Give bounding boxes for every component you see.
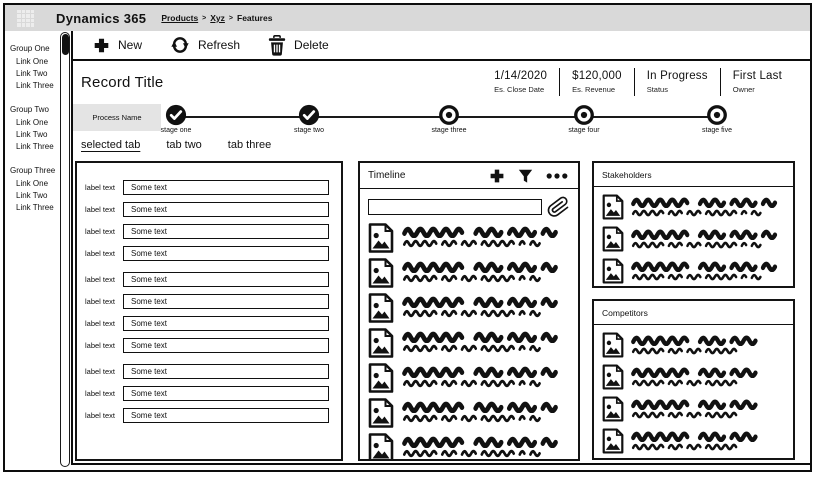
field-label: label text bbox=[85, 318, 116, 328]
field-label: label text bbox=[85, 340, 116, 350]
refresh-button[interactable] bbox=[170, 35, 240, 55]
timeline-title: Timeline bbox=[368, 170, 406, 181]
text-input[interactable] bbox=[123, 246, 329, 261]
sidebar-group-label: Group Two bbox=[10, 105, 49, 114]
image-file-icon bbox=[602, 364, 624, 390]
image-file-icon bbox=[602, 396, 624, 422]
app-title: Dynamics 365 bbox=[56, 10, 147, 26]
process-stages bbox=[73, 101, 810, 139]
field-label: label text bbox=[85, 274, 116, 284]
stage-label: stage three bbox=[431, 127, 467, 134]
header-field-label: Owner bbox=[732, 85, 755, 94]
breadcrumb-link-products[interactable]: Products bbox=[161, 13, 199, 23]
delete-button-label: Delete bbox=[294, 38, 329, 52]
process-stage[interactable] bbox=[267, 104, 351, 134]
field-label: label text bbox=[85, 366, 116, 376]
form-field-row bbox=[77, 246, 341, 260]
sidebar-link[interactable]: Link Two bbox=[16, 69, 48, 78]
app-launcher-icon[interactable] bbox=[17, 10, 34, 27]
sidebar-link[interactable]: Link Two bbox=[16, 191, 48, 200]
scribble-text-placeholder bbox=[402, 293, 570, 318]
field-label: label text bbox=[85, 388, 116, 398]
competitors-title: Competitors bbox=[594, 301, 793, 325]
form-field-group bbox=[77, 272, 341, 352]
timeline-item[interactable] bbox=[368, 223, 570, 253]
header-field bbox=[482, 68, 559, 96]
image-file-icon bbox=[368, 328, 394, 358]
stage-complete-icon bbox=[298, 104, 320, 126]
form-field-row bbox=[77, 224, 341, 238]
header-field-label: Es. Close Date bbox=[494, 85, 545, 94]
sidebar-link[interactable]: Link Three bbox=[16, 81, 54, 90]
form-field-row bbox=[77, 364, 341, 378]
sidebar-nav bbox=[5, 31, 59, 470]
image-file-icon bbox=[602, 428, 624, 454]
image-file-icon bbox=[368, 293, 394, 323]
field-label: label text bbox=[85, 296, 116, 306]
tab[interactable]: tab three bbox=[227, 139, 272, 151]
header-field-value: In Progress bbox=[646, 70, 708, 82]
plus-icon bbox=[93, 37, 110, 54]
paperclip-icon[interactable] bbox=[547, 195, 570, 219]
wireframe-frame bbox=[3, 3, 812, 472]
record-tabs bbox=[81, 139, 271, 151]
image-file-icon bbox=[368, 433, 394, 461]
breadcrumb-separator-icon: > bbox=[228, 14, 234, 22]
scribble-text-placeholder bbox=[402, 223, 570, 248]
breadcrumb-link-xyz[interactable]: Xyz bbox=[210, 13, 225, 23]
stage-pending-icon bbox=[573, 104, 595, 126]
sidebar-group-label: Group Three bbox=[10, 166, 56, 175]
stakeholders-section bbox=[592, 161, 795, 288]
stage-label: stage four bbox=[568, 127, 600, 134]
image-file-icon bbox=[602, 226, 624, 252]
form-field-row bbox=[77, 272, 341, 286]
stakeholder-item[interactable] bbox=[602, 194, 785, 220]
scribble-text-placeholder bbox=[402, 363, 570, 388]
field-label: label text bbox=[85, 410, 116, 420]
form-field-row bbox=[77, 294, 341, 308]
process-name-label: Process Name bbox=[73, 104, 161, 131]
business-process-flow bbox=[73, 101, 810, 139]
sidebar-link[interactable]: Link Three bbox=[16, 142, 54, 151]
competitor-item[interactable] bbox=[602, 332, 785, 358]
stage-label: stage two bbox=[294, 127, 324, 134]
image-file-icon bbox=[368, 223, 394, 253]
header-field-label: Status bbox=[646, 85, 668, 94]
scribble-text-placeholder bbox=[631, 226, 785, 249]
stage-pending-icon bbox=[706, 104, 728, 126]
timeline-item[interactable] bbox=[368, 363, 570, 393]
add-icon[interactable] bbox=[489, 168, 505, 184]
form-field-row bbox=[77, 202, 341, 216]
text-input[interactable] bbox=[123, 408, 329, 423]
text-input[interactable] bbox=[123, 294, 329, 309]
competitors-items bbox=[602, 332, 785, 454]
text-input[interactable] bbox=[123, 180, 329, 195]
page-title: Record Title bbox=[81, 73, 164, 91]
scribble-text-placeholder bbox=[631, 194, 785, 217]
scribble-text-placeholder bbox=[402, 433, 570, 458]
trash-icon bbox=[268, 35, 286, 56]
timeline-item[interactable] bbox=[368, 258, 570, 288]
competitor-item[interactable] bbox=[602, 428, 785, 454]
field-label: label text bbox=[85, 182, 116, 192]
text-input[interactable] bbox=[123, 386, 329, 401]
stakeholder-item[interactable] bbox=[602, 258, 785, 284]
command-bar bbox=[73, 31, 810, 61]
process-stage[interactable] bbox=[675, 104, 759, 134]
timeline-input-row bbox=[368, 195, 570, 219]
new-button-label: New bbox=[118, 38, 143, 52]
process-stage[interactable] bbox=[407, 104, 491, 134]
more-icon[interactable] bbox=[546, 173, 568, 179]
main-panel bbox=[71, 31, 810, 465]
sidebar-group-two bbox=[5, 105, 59, 153]
tab[interactable]: tab two bbox=[166, 139, 202, 151]
competitor-item[interactable] bbox=[602, 396, 785, 422]
text-input[interactable] bbox=[123, 224, 329, 239]
scribble-text-placeholder bbox=[402, 328, 570, 353]
sidebar-link[interactable]: Link One bbox=[16, 118, 49, 127]
image-file-icon bbox=[368, 258, 394, 288]
header-field bbox=[634, 68, 720, 96]
timeline-note-input[interactable] bbox=[368, 199, 542, 215]
timeline-item[interactable] bbox=[368, 398, 570, 428]
sidebar-group-label: Group One bbox=[10, 44, 50, 53]
stage-label: stage five bbox=[702, 127, 732, 134]
top-bar bbox=[5, 5, 810, 31]
form-field-row bbox=[77, 180, 341, 194]
form-field-row bbox=[77, 338, 341, 352]
sidebar-group-three bbox=[5, 166, 59, 214]
image-file-icon bbox=[368, 363, 394, 393]
field-label: label text bbox=[85, 204, 116, 214]
image-file-icon bbox=[368, 398, 394, 428]
stakeholder-item[interactable] bbox=[602, 226, 785, 252]
text-input[interactable] bbox=[123, 272, 329, 287]
tab[interactable]: selected tab bbox=[81, 139, 141, 151]
vertical-scrollbar[interactable] bbox=[60, 32, 70, 467]
header-field-value: 1/14/2020 bbox=[494, 70, 548, 82]
image-file-icon bbox=[602, 332, 624, 358]
timeline-section bbox=[358, 161, 580, 461]
delete-button[interactable] bbox=[268, 35, 329, 56]
sidebar-link[interactable]: Link One bbox=[16, 57, 49, 66]
refresh-button-label: Refresh bbox=[198, 38, 241, 52]
scribble-text-placeholder bbox=[631, 332, 785, 355]
form-field-row bbox=[77, 408, 341, 422]
header-field-value: First Last bbox=[732, 70, 782, 82]
stage-pending-icon bbox=[438, 104, 460, 126]
text-input[interactable] bbox=[123, 338, 329, 353]
stage-label: stage one bbox=[160, 127, 192, 134]
process-stage[interactable] bbox=[542, 104, 626, 134]
field-label: label text bbox=[85, 248, 116, 258]
text-input[interactable] bbox=[123, 202, 329, 217]
sidebar-link[interactable]: Link Two bbox=[16, 130, 48, 139]
text-input[interactable] bbox=[123, 364, 329, 379]
competitors-section bbox=[592, 299, 795, 460]
refresh-icon bbox=[170, 35, 190, 55]
scribble-text-placeholder bbox=[402, 258, 570, 283]
form-field-row bbox=[77, 386, 341, 400]
scribble-text-placeholder bbox=[631, 396, 785, 419]
field-label: label text bbox=[85, 226, 116, 236]
scribble-text-placeholder bbox=[402, 398, 570, 423]
timeline-item[interactable] bbox=[368, 293, 570, 323]
header-field bbox=[720, 68, 794, 96]
scribble-text-placeholder bbox=[631, 258, 785, 281]
header-field bbox=[559, 68, 634, 96]
timeline-header bbox=[360, 163, 578, 189]
form-field-group bbox=[77, 364, 341, 422]
form-field-group bbox=[77, 180, 341, 260]
sidebar-link[interactable]: Link One bbox=[16, 179, 49, 188]
timeline-items bbox=[368, 223, 570, 461]
text-input[interactable] bbox=[123, 316, 329, 331]
scribble-text-placeholder bbox=[631, 364, 785, 387]
breadcrumb-current-page: Features bbox=[237, 13, 273, 23]
new-button[interactable] bbox=[93, 37, 142, 54]
stakeholders-items bbox=[602, 194, 785, 284]
scrollbar-thumb[interactable] bbox=[62, 34, 69, 55]
stakeholders-title: Stakeholders bbox=[594, 163, 793, 187]
breadcrumb bbox=[161, 13, 272, 23]
timeline-item[interactable] bbox=[368, 433, 570, 461]
scribble-text-placeholder bbox=[631, 428, 785, 451]
process-stage[interactable] bbox=[134, 104, 218, 134]
sidebar-group-one bbox=[5, 44, 59, 92]
sidebar-link[interactable]: Link Three bbox=[16, 203, 54, 212]
image-file-icon bbox=[602, 258, 624, 284]
header-summary-fields bbox=[482, 68, 794, 96]
stage-complete-icon bbox=[165, 104, 187, 126]
timeline-toolbar bbox=[489, 168, 568, 184]
competitor-item[interactable] bbox=[602, 364, 785, 390]
filter-icon[interactable] bbox=[518, 168, 533, 184]
form-fields-section bbox=[75, 161, 343, 461]
image-file-icon bbox=[602, 194, 624, 220]
form-field-row bbox=[77, 316, 341, 330]
timeline-item[interactable] bbox=[368, 328, 570, 358]
record-header bbox=[73, 63, 810, 101]
header-field-label: Es. Revenue bbox=[572, 85, 616, 94]
header-field-value: $120,000 bbox=[572, 70, 622, 82]
breadcrumb-separator-icon: > bbox=[202, 14, 207, 22]
